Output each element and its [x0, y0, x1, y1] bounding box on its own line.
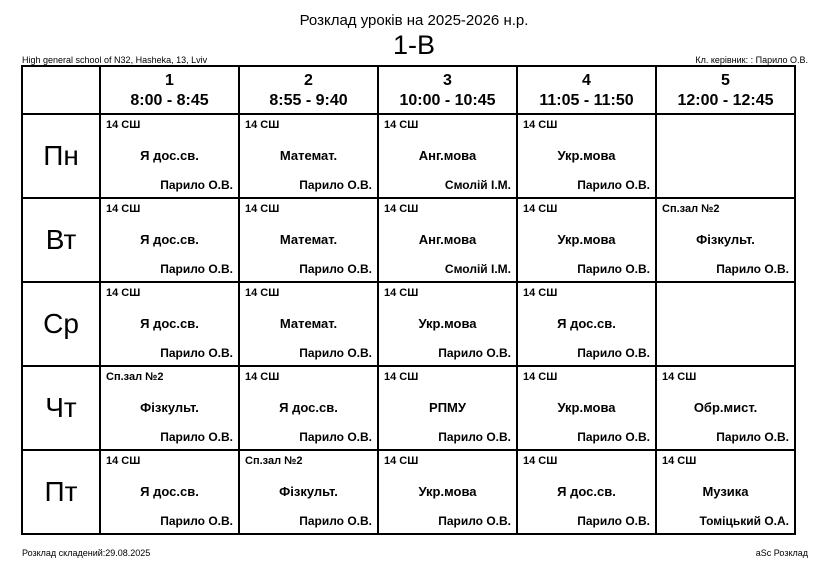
lesson-cell[interactable] — [378, 114, 517, 198]
generated-date: Розклад складений:29.08.2025 — [22, 548, 151, 558]
lesson-subject: Фізкульт. — [140, 400, 199, 415]
lesson-room: 14 СШ — [384, 371, 419, 383]
lesson-cell[interactable] — [100, 366, 239, 450]
lesson-teacher: Парило О.В. — [160, 346, 233, 360]
lesson-teacher: Парило О.В. — [716, 430, 789, 444]
lesson-cell[interactable] — [656, 282, 795, 366]
lesson-cell[interactable] — [100, 198, 239, 282]
lesson-cell[interactable] — [517, 450, 656, 534]
lesson-subject: Я дос.св. — [140, 148, 199, 163]
lesson-teacher: Парило О.В. — [299, 178, 372, 192]
lesson-teacher: Парило О.В. — [577, 514, 650, 528]
lesson-teacher: Парило О.В. — [160, 178, 233, 192]
lesson-room: 14 СШ — [523, 287, 558, 299]
lesson-teacher: Парило О.В. — [577, 346, 650, 360]
lesson-room: 14 СШ — [106, 119, 141, 131]
period-number: 5 — [721, 72, 730, 89]
class-teacher: Кл. керівник: : Парило О.В. — [695, 55, 808, 65]
class-name: 1-В — [392, 30, 436, 60]
lesson-subject: Я дос.св. — [140, 232, 199, 247]
day-row — [22, 114, 795, 198]
period-header-row — [22, 66, 795, 114]
day-row — [22, 282, 795, 366]
lesson-cell[interactable] — [656, 114, 795, 198]
lesson-cell[interactable] — [100, 114, 239, 198]
day-row — [22, 366, 795, 450]
period-time: 8:00 - 8:45 — [130, 92, 209, 109]
day-label: Пт — [22, 450, 100, 534]
lesson-subject: Я дос.св. — [140, 484, 199, 499]
lesson-room: 14 СШ — [245, 287, 280, 299]
lesson-room: 14 СШ — [245, 119, 280, 131]
lesson-subject: Фізкульт. — [696, 232, 755, 247]
period-number: 4 — [582, 72, 591, 89]
lesson-subject: РПМУ — [429, 400, 466, 415]
lesson-subject: Анг.мова — [418, 148, 477, 163]
lesson-subject: Укр.мова — [418, 316, 477, 331]
lesson-subject: Математ. — [279, 316, 338, 331]
lesson-teacher: Парило О.В. — [438, 346, 511, 360]
lesson-subject: Математ. — [279, 148, 338, 163]
lesson-room: 14 СШ — [662, 371, 697, 383]
lesson-subject: Я дос.св. — [140, 316, 199, 331]
lesson-subject: Музика — [702, 484, 749, 499]
lesson-teacher: Парило О.В. — [438, 430, 511, 444]
period-time: 11:05 - 11:50 — [539, 92, 634, 109]
lesson-cell[interactable] — [239, 114, 378, 198]
period-header — [378, 66, 517, 114]
day-label: Пн — [22, 114, 100, 198]
lesson-subject: Фізкульт. — [279, 484, 338, 499]
lesson-cell[interactable] — [378, 450, 517, 534]
lesson-subject: Укр.мова — [418, 484, 477, 499]
period-time: 8:55 - 9:40 — [269, 92, 348, 109]
period-header — [517, 66, 656, 114]
period-header — [100, 66, 239, 114]
lesson-subject: Анг.мова — [418, 232, 477, 247]
lesson-teacher: Парило О.В. — [299, 514, 372, 528]
lesson-teacher: Парило О.В. — [160, 514, 233, 528]
lesson-room: 14 СШ — [106, 287, 141, 299]
lesson-room: 14 СШ — [523, 371, 558, 383]
lesson-cell[interactable] — [656, 198, 795, 282]
lesson-subject: Я дос.св. — [557, 316, 616, 331]
lesson-room: 14 СШ — [662, 455, 697, 467]
lesson-cell[interactable] — [239, 198, 378, 282]
lesson-cell[interactable] — [239, 366, 378, 450]
page-title: Розклад уроків на 2025-2026 н.р. — [299, 12, 529, 29]
lesson-cell[interactable] — [517, 198, 656, 282]
lesson-teacher: Парило О.В. — [716, 262, 789, 276]
lesson-cell[interactable] — [100, 450, 239, 534]
lesson-subject: Я дос.св. — [279, 400, 338, 415]
lesson-room: 14 СШ — [106, 455, 141, 467]
period-number: 1 — [165, 72, 174, 89]
lesson-teacher: Парило О.В. — [438, 514, 511, 528]
lesson-cell[interactable] — [517, 114, 656, 198]
lesson-room: 14 СШ — [523, 119, 558, 131]
lesson-room: 14 СШ — [523, 455, 558, 467]
lesson-teacher: Смолій І.М. — [444, 262, 511, 276]
lesson-teacher: Парило О.В. — [577, 262, 650, 276]
period-number: 3 — [443, 72, 452, 89]
lesson-teacher: Парило О.В. — [577, 430, 650, 444]
lesson-cell[interactable] — [517, 282, 656, 366]
school-name: High general school of N32, Hasheka, 13, Lviv — [22, 55, 208, 65]
lesson-room: Сп.зал №2 — [662, 203, 720, 215]
lesson-teacher: Парило О.В. — [299, 346, 372, 360]
lesson-teacher: Парило О.В. — [299, 262, 372, 276]
lesson-teacher: Парило О.В. — [160, 262, 233, 276]
lesson-teacher: Смолій І.М. — [444, 178, 511, 192]
lesson-cell[interactable] — [517, 366, 656, 450]
period-header — [656, 66, 795, 114]
lesson-subject: Укр.мова — [557, 232, 616, 247]
period-time: 12:00 - 12:45 — [677, 92, 774, 109]
lesson-cell[interactable] — [656, 366, 795, 450]
corner-cell — [22, 66, 100, 114]
lesson-teacher: Парило О.В. — [577, 178, 650, 192]
software-credit: aSc Розклад — [755, 548, 808, 558]
lesson-subject: Я дос.св. — [557, 484, 616, 499]
period-header — [239, 66, 378, 114]
lesson-room: 14 СШ — [384, 287, 419, 299]
lesson-subject: Обр.мист. — [693, 400, 758, 415]
lesson-room: Сп.зал №2 — [245, 455, 303, 467]
lesson-cell[interactable] — [378, 198, 517, 282]
lesson-subject: Укр.мова — [557, 400, 616, 415]
day-row — [22, 198, 795, 282]
lesson-cell[interactable] — [378, 366, 517, 450]
period-time: 10:00 - 10:45 — [399, 92, 496, 109]
lesson-room: 14 СШ — [384, 203, 419, 215]
lesson-room: 14 СШ — [523, 203, 558, 215]
lesson-subject: Математ. — [279, 232, 338, 247]
lesson-cell[interactable] — [378, 282, 517, 366]
lesson-room: 14 СШ — [245, 203, 280, 215]
lesson-cell[interactable] — [100, 282, 239, 366]
lesson-room: 14 СШ — [245, 371, 280, 383]
day-label: Чт — [22, 366, 100, 450]
lesson-room: Сп.зал №2 — [106, 371, 164, 383]
lesson-teacher: Парило О.В. — [299, 430, 372, 444]
day-label: Ср — [22, 282, 100, 366]
lesson-cell[interactable] — [239, 282, 378, 366]
lesson-room: 14 СШ — [384, 455, 419, 467]
timetable — [21, 65, 796, 535]
lesson-room: 14 СШ — [384, 119, 419, 131]
lesson-teacher: Парило О.В. — [160, 430, 233, 444]
lesson-cell[interactable] — [656, 450, 795, 534]
lesson-subject: Укр.мова — [557, 148, 616, 163]
lesson-teacher: Томіцький О.А. — [699, 514, 789, 528]
lesson-cell[interactable] — [239, 450, 378, 534]
period-number: 2 — [304, 72, 313, 89]
day-label: Вт — [22, 198, 100, 282]
lesson-room: 14 СШ — [106, 203, 141, 215]
day-row — [22, 450, 795, 534]
